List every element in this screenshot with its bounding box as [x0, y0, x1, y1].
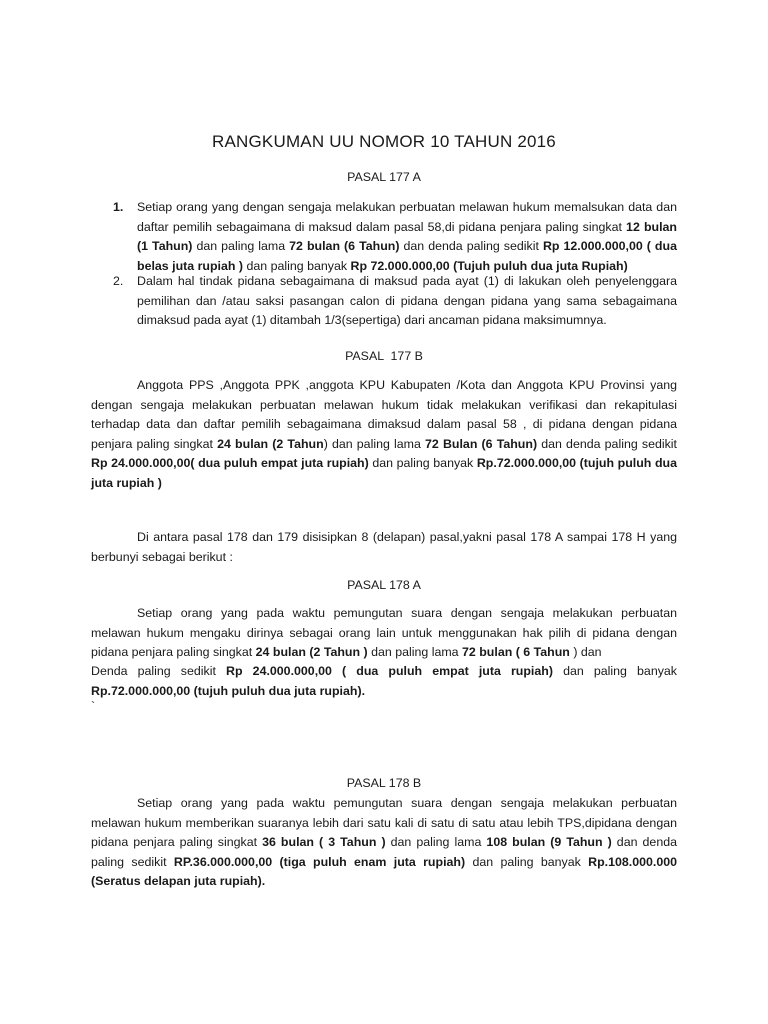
text-run: dan paling lama [385, 835, 487, 849]
bold-run: 72 bulan ( 6 Tahun [462, 645, 570, 659]
text-run: ) dan paling lama [323, 436, 426, 451]
intro-178-paragraph: Di antara pasal 178 dan 179 disisipkan 8 (delapan) pasal,yakni pasal 178 A sampai 178 H yang berbunyi sebagai berikut : [91, 530, 677, 564]
text-run: Denda paling sedikit [91, 664, 227, 678]
pasal-178a-paragraph [91, 604, 677, 663]
bold-run: Rp.108.000.000 (Seratus delapan juta rupiah). [91, 854, 678, 888]
text-run: dan denda paling sedikit [399, 239, 543, 253]
bold-run: 24 bulan (2 Tahun ) [255, 645, 368, 659]
bold-run: Rp 24.000.000,00 ( dua puluh empat juta rupiah) [226, 664, 553, 678]
text-run: dan denda paling sedikit [537, 436, 678, 451]
text-run: dan paling banyak [368, 456, 477, 470]
pasal-177a-heading: PASAL 177 A [347, 170, 421, 184]
bold-run: 12 bulan (1 Tahun) [137, 219, 677, 253]
bold-run: 108 bulan (9 Tahun ) [486, 835, 612, 849]
bold-run: 72 bulan (6 Tahun) [289, 239, 400, 253]
bold-run: Rp.72.000.000,00 (tujuh puluh dua juta rupiah). [91, 683, 366, 698]
pasal-178a-paragraph-continued [91, 662, 677, 701]
pasal-178b-paragraph [91, 794, 677, 892]
pasal-178b-heading: PASAL 178 B [346, 776, 422, 790]
bold-run: 24 bulan [217, 436, 269, 451]
bold-run: RP.36.000.000,00 (tiga puluh enam juta rupiah) [173, 854, 466, 869]
bold-run: 36 bulan ( 3 Tahun ) [262, 835, 386, 849]
list-number: 2. [113, 274, 124, 288]
text-run: dan paling banyak [552, 664, 677, 678]
pasal-177a-item-1 [113, 198, 677, 276]
bold-run: Rp 24.000.000,00( dua puluh empat juta rupiah) [91, 456, 369, 470]
pasal-177a-item-2 [113, 272, 677, 331]
bold-run: Rp.72.000.000,00 (tujuh puluh dua juta rupiah ) [91, 456, 678, 490]
text-run: dan paling banyak [465, 854, 589, 869]
list-number: 1. [113, 200, 124, 214]
text-run: Setiap orang yang pada waktu pemungutan suara dengan sengaja melakukan perbuatan melawan hukum mengaku dirinya sebagai orang lain untuk menggunakan hak pilih di pidana dengan pidana penjara paling singkat [91, 606, 677, 659]
bold-run: 72 Bulan (6 Tahun) [425, 436, 538, 451]
text-run: dan paling lama [192, 239, 290, 253]
text-run: Dalam hal tindak pidana sebagaimana di maksud pada ayat (1) di lakukan oleh penyelenggara pemilihan dan /atau saksi pasangan calon di pidana dengan pidana yang sama sebagaimana dimaksud pada ayat (1) ditambah 1/3(sepertiga) dari ancaman pidana maksimumnya. [137, 274, 677, 327]
pasal-177b-heading: PASAL 177 B [345, 349, 423, 363]
stray-mark: ` [91, 699, 96, 713]
text-run: Anggota PPS ,Anggota PPK ,anggota KPU Kabupaten /Kota dan Anggota KPU Provinsi yang dengan sengaja melakukan perbuatan melawan hukum tidak melakukan verifikasi dan rekapitulasi terhadap data dan daftar pemilih sebagaimana dimaksud dalam pasal 58 , di pidana dengan pidana penjara paling singkat [91, 378, 677, 451]
text-run: ) dan [569, 645, 602, 659]
bold-run: Rp 12.000.000,00 ( dua belas juta rupiah ) [137, 239, 677, 273]
pasal-178a-heading: PASAL 178 A [347, 578, 421, 592]
document-title: RANGKUMAN UU NOMOR 10 TAHUN 2016 [212, 132, 556, 151]
text-run: dan paling lama [367, 645, 463, 659]
text-run: dan paling banyak [243, 258, 351, 273]
text-run: Setiap orang yang dengan sengaja melakukan perbuatan melawan hukum memalsukan data dan daftar pemilih sebagaimana di maksud dalam pasal 58,di pidana penjara paling singkat [137, 200, 677, 234]
text-run: Setiap orang yang pada waktu pemungutan suara dengan sengaja melakukan perbuatan melawan hukum memberikan suaranya lebih dari satu kali di satu di satu atau lebih TPS,dipidana dengan pidana penjara paling singkat [91, 796, 677, 849]
pasal-177b-paragraph [91, 376, 677, 493]
text-run: dan denda paling sedikit [91, 835, 677, 869]
bold-run: Rp 72.000.000,00 (Tujuh puluh dua juta Rupiah) [350, 258, 628, 273]
bold-run: (2 Tahun [272, 436, 324, 451]
